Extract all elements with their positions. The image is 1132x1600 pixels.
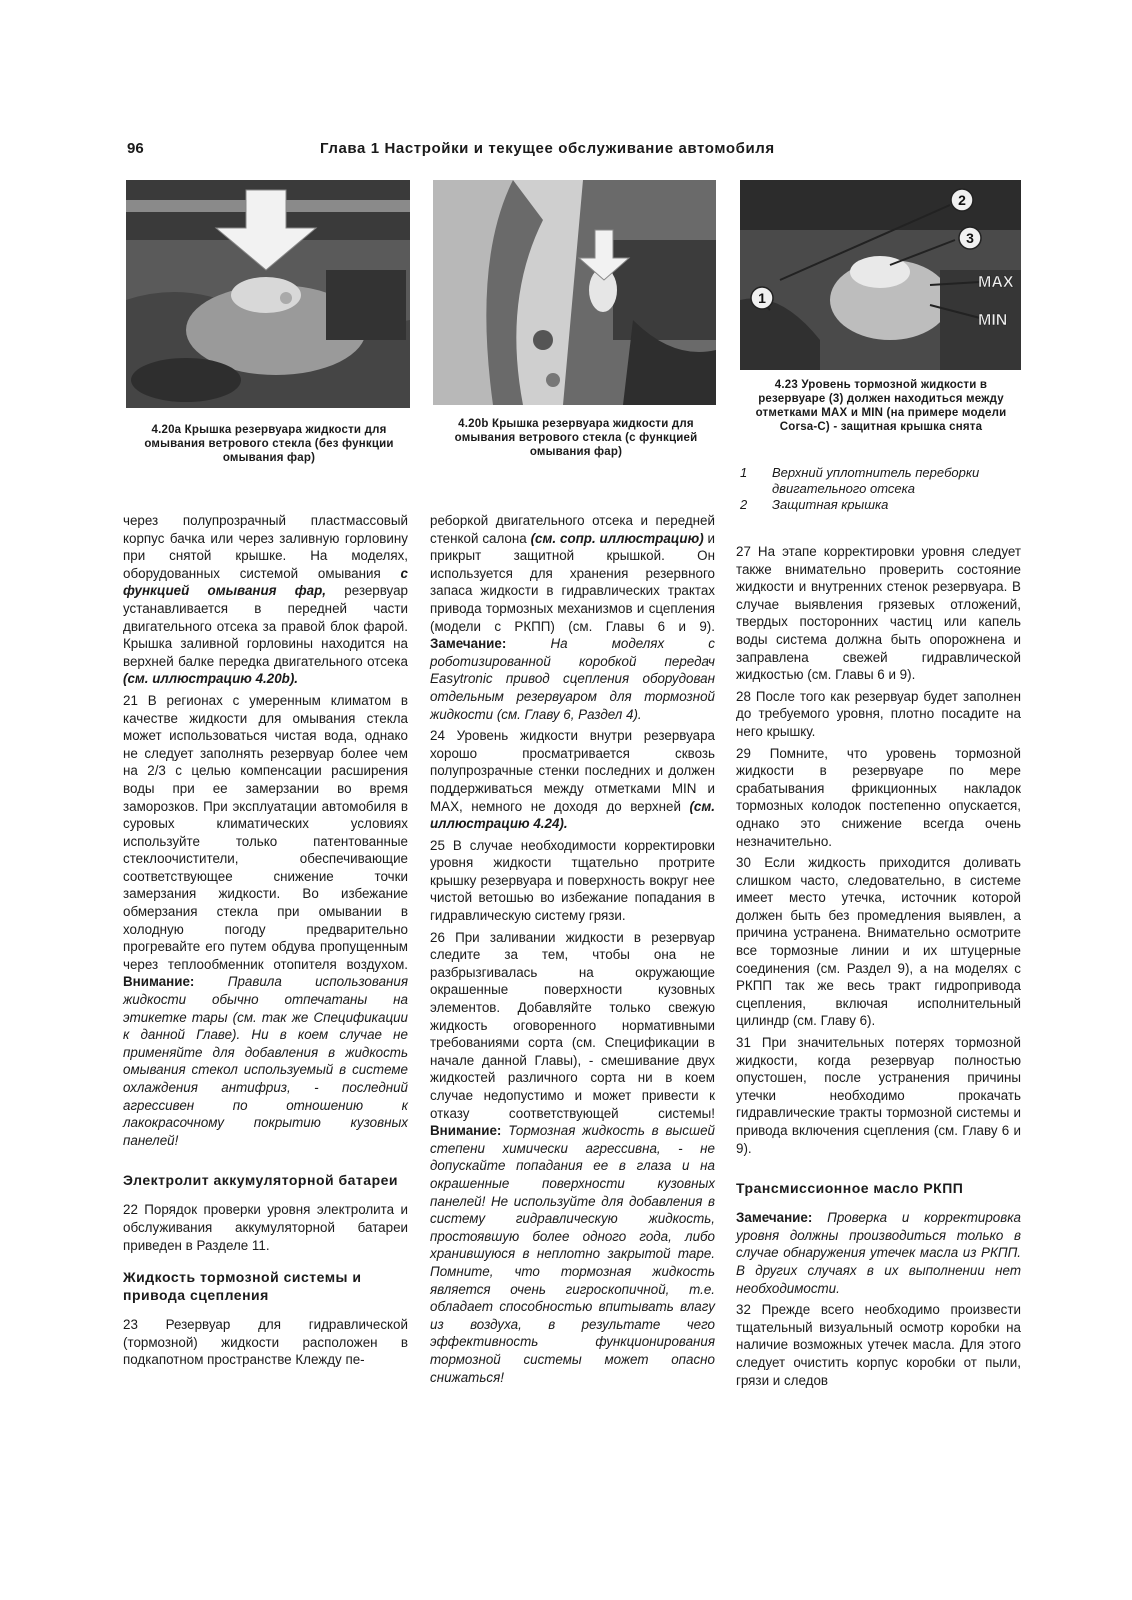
chapter-title: Глава 1 Настройки и текущее обслуживание автомобиля [320, 140, 775, 157]
paragraph-21: 21 В регионах с умеренным климатом в качестве жидкости для омывания стекла может использоваться чистая вода, однако не следует заполнять резервуар более чем на 2/3 с целью компенсации расширения воды при ее замерзании во время заморозков. При эксплуатации автомобиля в суровых климатических условиях используйте только патентованные стеклоочистители, обеспечивающие соответствующее снижение точки замерзания жидкости. Во избежание обмерзания стекла при омывании в холодную погоду предварительно прогревайте его путем обдува пропущенным через теплообменник отопителя воздухом. Внимание: Правила использования жидкости обычно отпечатаны на этикетке тары (см. так же Спецификации к данной Главе). Ни в коем случае не применяйте для добавления в жидкость омывания стекол используемый в системе охлаждения антифриз, - последний агрессивен по отношению к лакокрасочному покрытию кузовных панелей! [123, 692, 408, 1148]
legend-item-number: 2 [740, 497, 748, 512]
legend-item-text: Верхний уплотнитель переборки двигательного отсека [772, 465, 980, 496]
page-number: 96 [127, 140, 144, 157]
paragraph-29: 29 Помните, что уровень тормозной жидкости в резервуаре по мере срабатывания фрикционных накладок тормозных колодок постепенно опускается, однако это снижение всегда очень незначительно. [736, 745, 1021, 849]
paragraph-23-continued: реборкой двигательного отсека и передней стенкой салона (см. сопр. иллюстрацию) и прикрыт защитной крышкой. Он используется для хранения резервного запаса жидкости в гидравлических трактах привода тормозных механизмов и сцепления (модели с РКПП) (см. Главы 6 и 9). Замечание: На моделях с роботизированной коробкой передач Easytronic привод сцепления оборудован отдельным резервуаром для тормозной жидкости (см. Главу 6, Раздел 4). [430, 513, 716, 722]
photo-label-max: MAX [978, 274, 1014, 291]
photo-washer-reservoir-a [126, 180, 410, 408]
paragraph-30: 30 Если жидкость приходится доливать слишком часто, следовательно, в системе имеет место утечка, источник которой должен быть без промедления выявлен, а причина устранена. Внимательно осмотрите все тормозные линии и их штуцерные соединения (см. Раздел 9), а на моделях с РКПП так же весь тракт гидропривода сцепления, включая исполнительный цилиндр (см. Главу 6). [736, 855, 1021, 1029]
paragraph-20-continued: через полупрозрачный пластмассовый корпус бачка или через заливную горловину при снятой крышке. На моделях, оборудованных системой омывания с функцией омывания фар, резервуар устанавливается в передней части двигательного отсека за правой блок фарой. Крышка заливной горловины находится на верхней балке передка двигательного отсека (см. иллюстрацию 4.20b). [123, 513, 408, 687]
figure-caption-4-20a: 4.20a Крышка резервуара жидкости для омывания ветрового стекла (без функции омывания фар) [144, 424, 394, 464]
legend-item-number: 1 [740, 465, 748, 480]
photo-label-1: 1 [758, 290, 766, 306]
legend-item-text: Защитная крышка [772, 497, 889, 512]
legend-item [740, 497, 1040, 513]
paragraph-28: 28 После того как резервуар будет заполнен до требуемого уровня, плотно посадите на него крышку. [736, 688, 1021, 739]
photo-label-2: 2 [958, 192, 966, 208]
note-transmission: Замечание: Проверка и корректировка уровня должны производиться только в случае обнаружения утечек масла из РКПП. В других случаях в их выполнении нет необходимости. [736, 1210, 1021, 1296]
paragraph-22: 22 Порядок проверки уровня электролита и обслуживания аккумуляторной батареи приведен в Разделе 11. [123, 1202, 408, 1253]
photo-brake-fluid-reservoir [740, 180, 1021, 370]
paragraph-27: 27 На этапе корректировки уровня следует также внимательно проверить состояние жидкости и внутренних стенок резервуара. В случае выявления грязевых отложений, твердых посторонних частиц или капель воды система должна быть опорожнена и заправлена свежей гидравлической жидкостью (см. Главы 6 и 9). [736, 544, 1021, 683]
photo-washer-reservoir-b [433, 180, 716, 405]
paragraph-24: 24 Уровень жидкости внутри резервуара хорошо просматривается сквозь полупрозрачные стенки последних и должен поддерживаться между отметками MIN и MAX, немного не доходя до верхней (см. иллюстрацию 4.24). [430, 728, 715, 832]
text-column-2 [430, 512, 715, 1390]
paragraph-26: 26 При заливании жидкости в резервуар следите за тем, чтобы она не разбрызгивалась на окружающие окрашенные поверхности кузовных элементов. Добавляйте только свежую жидкость оговоренного нормативными требованиями сорта (см. Спецификации в начале данной Главы), - смешивание двух жидкостей различного сорта ни в коем случае недопустимо и может привести к отказу соответствующей системы! Внимание: Тормозная жидкость в высшей степени химически агрессивна, - не допускайте попадания ее в глаза и на окрашенные поверхности кузовных панелей! Не используйте для добавления в систему гидравлическую жидкость, простоявшую более одного года, либо хранившуюся в неплотно закрытой таре. Помните, что тормозная жидкость является очень гигроскопичной, т.е. обладает способностью впитывать влагу из воздуха, в результате чего эффективность функционирования тормозной системы может опасно снижаться! [430, 929, 715, 1385]
paragraph-25: 25 В случае необходимости корректировки уровня жидкости тщательно протрите крышку резервуара и поверхность вокруг нее чистой ветошью во избежание попадания в гидравлическую систему грязи. [430, 837, 715, 924]
paragraph-31: 31 При значительных потерях тормозной жидкости, когда резервуар полностью опустошен, после устранения причины утечки необходимо прокачать гидравлические тракты тормозной системы и привода включения сцепления (см. Главу 6 и 9). [736, 1035, 1021, 1156]
figure-caption-4-20b: 4.20b Крышка резервуара жидкости для омывания ветрового стекла (с функцией омывания фар) [454, 418, 698, 458]
figure-legend [740, 465, 1040, 513]
paragraph-32: 32 Прежде всего необходимо произвести тщательный визуальный осмотр коробки на наличие возможных утечек масла. Для этого следует очистить корпус коробки от пыли, грязи и следов [736, 1302, 1021, 1388]
section-heading-brake-fluid: Жидкость тормозной системы и привода сцепления [123, 1269, 362, 1304]
figure-caption-4-23: 4.23 Уровень тормозной жидкости в резервуаре (3) должен находиться между отметками MAX и MIN (на примере модели Corsa-C) - защитная крышка снята [755, 379, 1007, 433]
text-column-1 [123, 512, 408, 1373]
paragraph-23: 23 Резервуар для гидравлической (тормозной) жидкости расположен в подкапотном пространстве Клежду пе- [123, 1317, 408, 1368]
legend-item [740, 465, 1040, 497]
text-column-3 [736, 543, 1021, 1393]
section-heading-transmission-oil: Трансмиссионное масло РКПП [736, 1180, 964, 1197]
photo-label-3: 3 [966, 230, 974, 246]
section-heading-battery: Электролит аккумуляторной батареи [123, 1172, 399, 1189]
photo-label-min: MIN [978, 312, 1008, 329]
